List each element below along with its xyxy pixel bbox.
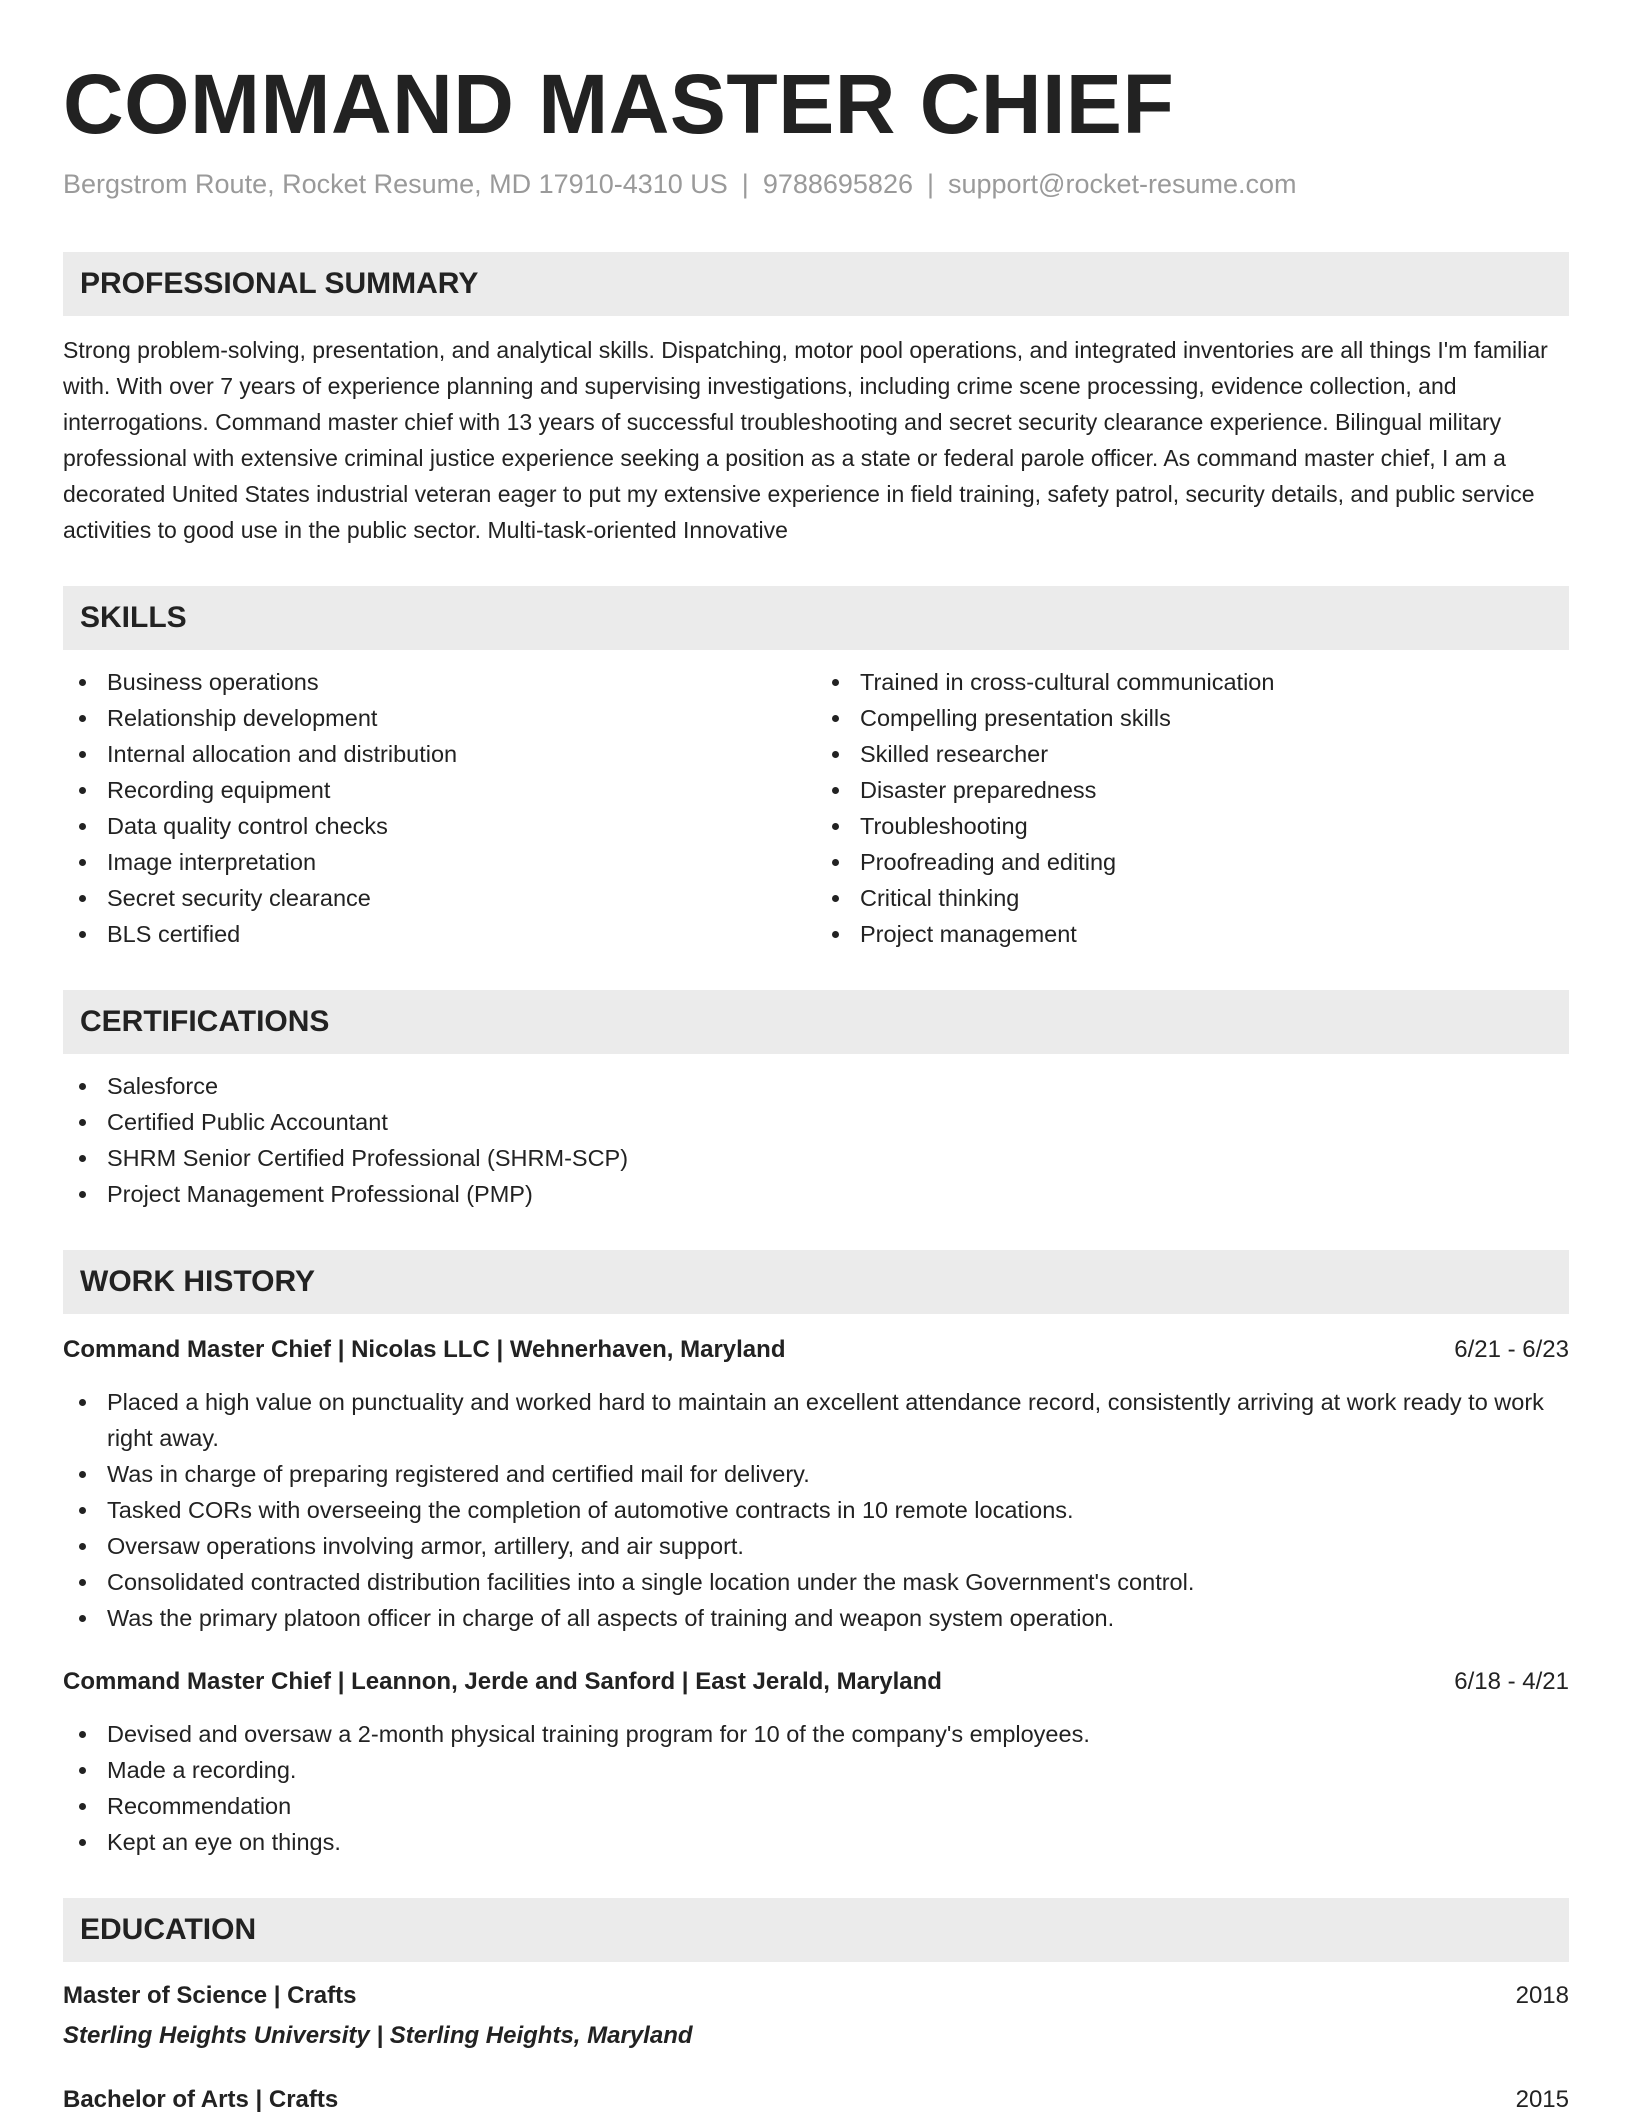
skill-item: Data quality control checks	[63, 808, 816, 844]
education-degree: Master of Science | Crafts	[63, 1981, 357, 2009]
skill-item: Compelling presentation skills	[816, 700, 1569, 736]
contact-separator: |	[741, 168, 749, 199]
job-dates: 6/21 - 6/23	[1454, 1335, 1569, 1363]
certification-item: Salesforce	[63, 1068, 1569, 1104]
job-bullet: Devised and oversaw a 2-month physical training program for 10 of the company's employees.	[63, 1716, 1569, 1752]
skill-item: Trained in cross-cultural communication	[816, 664, 1569, 700]
job-entry	[63, 1664, 1569, 1860]
certifications-list	[63, 1068, 1569, 1212]
job-bullet: Was in charge of preparing registered and certified mail for delivery.	[63, 1456, 1569, 1492]
job-heading-row	[63, 1332, 1569, 1368]
job-bullet: Consolidated contracted distribution facilities into a single location under the mask Government's control.	[63, 1564, 1569, 1600]
job-bullet: Oversaw operations involving armor, artillery, and air support.	[63, 1528, 1569, 1564]
skill-item: Recording equipment	[63, 772, 816, 808]
contact-phone: 9788695826	[762, 168, 913, 199]
candidate-name: COMMAND MASTER CHIEF	[63, 57, 1175, 151]
skill-item: Troubleshooting	[816, 808, 1569, 844]
skills-column-left	[63, 664, 816, 952]
certification-item: SHRM Senior Certified Professional (SHRM-SCP)	[63, 1140, 1569, 1176]
skill-item: Critical thinking	[816, 880, 1569, 916]
education-year: 2018	[1515, 1981, 1569, 2009]
contact-email[interactable]: support@rocket-resume.com	[948, 168, 1297, 199]
job-bullet: Was the primary platoon officer in charge of all aspects of training and weapon system operation.	[63, 1600, 1569, 1636]
contact-address: Bergstrom Route, Rocket Resume, MD 17910-4310 US	[63, 168, 728, 199]
job-bullet: Recommendation	[63, 1788, 1569, 1824]
section-header-education: EDUCATION	[63, 1898, 1569, 1962]
skill-item: Secret security clearance	[63, 880, 816, 916]
section-header-certifications: CERTIFICATIONS	[63, 990, 1569, 1054]
job-bullet: Made a recording.	[63, 1752, 1569, 1788]
skill-item: Proofreading and editing	[816, 844, 1569, 880]
education-heading-row	[63, 1978, 1569, 2014]
skill-item: BLS certified	[63, 916, 816, 952]
education-year: 2015	[1515, 2085, 1569, 2112]
job-bullet: Placed a high value on punctuality and worked hard to maintain an excellent attendance record, consistently arriving at work ready to work right away.	[63, 1384, 1569, 1456]
contact-line	[63, 167, 1569, 202]
skill-item: Internal allocation and distribution	[63, 736, 816, 772]
education-school: Sterling Heights University | Sterling Heights, Maryland	[63, 2021, 693, 2049]
skills-column-right	[816, 664, 1569, 952]
skill-item: Disaster preparedness	[816, 772, 1569, 808]
skills-list	[63, 664, 1569, 952]
skill-item: Relationship development	[63, 700, 816, 736]
job-bullet: Tasked CORs with overseeing the completion of automotive contracts in 10 remote locations.	[63, 1492, 1569, 1528]
job-dates: 6/18 - 4/21	[1454, 1667, 1569, 1695]
section-header-summary: PROFESSIONAL SUMMARY	[63, 252, 1569, 316]
certification-item: Project Management Professional (PMP)	[63, 1176, 1569, 1212]
section-header-work-history: WORK HISTORY	[63, 1250, 1569, 1314]
contact-separator: |	[926, 168, 934, 199]
skill-item: Skilled researcher	[816, 736, 1569, 772]
education-heading-row	[63, 2082, 1569, 2112]
skill-item: Image interpretation	[63, 844, 816, 880]
job-bullets	[63, 1384, 1569, 1636]
job-heading-row	[63, 1664, 1569, 1700]
job-title: Command Master Chief | Leannon, Jerde and Sanford | East Jerald, Maryland	[63, 1667, 942, 1695]
education-entry	[63, 1978, 1569, 2054]
job-bullets	[63, 1716, 1569, 1860]
job-title: Command Master Chief | Nicolas LLC | Wehnerhaven, Maryland	[63, 1335, 786, 1363]
job-bullet: Kept an eye on things.	[63, 1824, 1569, 1860]
section-header-skills: SKILLS	[63, 586, 1569, 650]
education-degree: Bachelor of Arts | Crafts	[63, 2085, 339, 2112]
education-entry	[63, 2082, 1569, 2112]
skill-item: Project management	[816, 916, 1569, 952]
skill-item: Business operations	[63, 664, 816, 700]
summary-text: Strong problem-solving, presentation, and analytical skills. Dispatching, motor pool operations, and integrated inventories are all things I'm familiar with. With over 7 years of experience planning and supervising investigations, including crime scene processing, evidence collection, and interrogations. Command master chief with 13 years of successful troubleshooting and secret security clearance experience. Bilingual military professional with extensive criminal justice experience seeking a position as a state or federal parole officer. As command master chief, I am a decorated United States industrial veteran eager to put my extensive experience in field training, safety patrol, security details, and public service activities to good use in the public sector. Multi-task-oriented Innovative	[63, 336, 1548, 543]
job-entry	[63, 1332, 1569, 1636]
certification-item: Certified Public Accountant	[63, 1104, 1569, 1140]
